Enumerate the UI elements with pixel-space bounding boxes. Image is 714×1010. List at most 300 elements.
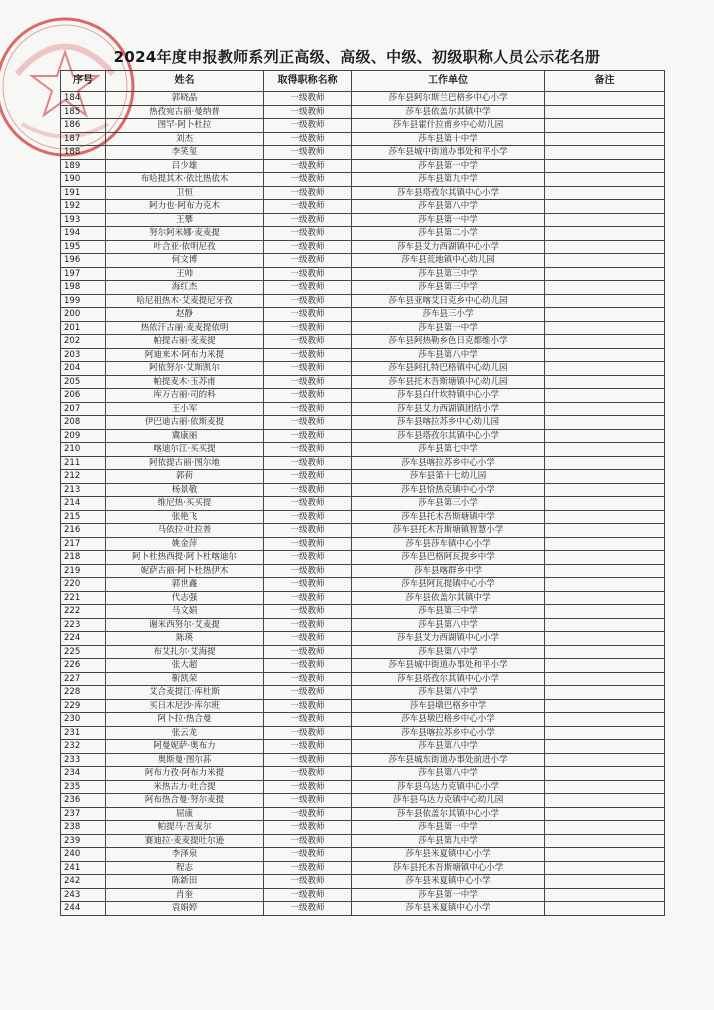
cell-unit: 莎车县托木吾斯塘镇智慧小学 [352,524,545,538]
header-note: 备注 [545,71,665,92]
cell-title: 一级教师 [264,200,352,214]
cell-name: 郭荷 [106,470,264,484]
cell-title: 一级教师 [264,672,352,686]
cell-note [545,267,665,281]
cell-title: 一级教师 [264,132,352,146]
cell-unit: 莎车县塔孜尔其镇中心小学 [352,429,545,443]
cell-note [545,173,665,187]
table-row [61,429,665,443]
table-row [61,92,665,106]
cell-name: 伊巴迪古丽·依斯麦提 [106,416,264,430]
cell-no: 189 [61,159,106,173]
cell-no: 209 [61,429,106,443]
cell-note [545,753,665,767]
cell-unit: 莎车县乌达力克镇中心幼儿园 [352,794,545,808]
table-row [61,767,665,781]
cell-unit: 莎车县巴格阿瓦提乡中学 [352,551,545,565]
table-row [61,389,665,403]
table-row [61,213,665,227]
cell-note [545,375,665,389]
cell-note [545,429,665,443]
cell-title: 一级教师 [264,402,352,416]
cell-no: 186 [61,119,106,133]
cell-title: 一级教师 [264,713,352,727]
cell-no: 223 [61,618,106,632]
cell-note [545,551,665,565]
cell-name: 阿布力孜·阿布力米提 [106,767,264,781]
cell-name: 马文娟 [106,605,264,619]
table-row [61,119,665,133]
cell-note [545,443,665,457]
cell-unit: 莎车县艾力西湖镇中心小学 [352,240,545,254]
header-no: 序号 [61,71,106,92]
cell-note [545,605,665,619]
cell-no: 187 [61,132,106,146]
cell-note [545,875,665,889]
cell-no: 208 [61,416,106,430]
table-row [61,726,665,740]
cell-name: 李笑玺 [106,146,264,160]
cell-name: 吕少雄 [106,159,264,173]
cell-unit: 莎车县第三中学 [352,605,545,619]
table-row [61,375,665,389]
cell-name: 程志 [106,861,264,875]
cell-no: 239 [61,834,106,848]
cell-unit: 莎车县第一中学 [352,321,545,335]
cell-no: 200 [61,308,106,322]
cell-name: 王帅 [106,267,264,281]
cell-note [545,456,665,470]
cell-title: 一级教师 [264,794,352,808]
cell-unit: 莎车县依盖尔其镇中学 [352,591,545,605]
cell-note [545,281,665,295]
cell-no: 244 [61,902,106,916]
table-row [61,200,665,214]
cell-note [545,254,665,268]
cell-no: 237 [61,807,106,821]
cell-title: 一级教师 [264,902,352,916]
cell-title: 一级教师 [264,537,352,551]
cell-no: 230 [61,713,106,727]
cell-title: 一级教师 [264,645,352,659]
cell-unit: 莎车县三小学 [352,308,545,322]
cell-no: 219 [61,564,106,578]
cell-no: 202 [61,335,106,349]
cell-unit: 莎车县艾力西湖镇团结小学 [352,402,545,416]
table-row [61,821,665,835]
table-row [61,659,665,673]
table-row [61,186,665,200]
cell-no: 238 [61,821,106,835]
cell-no: 203 [61,348,106,362]
cell-no: 215 [61,510,106,524]
table-row [61,321,665,335]
cell-unit: 莎车县城中街道办事处和平小学 [352,146,545,160]
table-header [61,71,665,92]
cell-unit: 莎车县第二小学 [352,227,545,241]
table-row [61,483,665,497]
cell-name: 屈康 [106,807,264,821]
cell-note [545,794,665,808]
cell-title: 一级教师 [264,483,352,497]
cell-unit: 莎车县霍什拉甫乡中心幼儿园 [352,119,545,133]
cell-title: 一级教师 [264,632,352,646]
table-row [61,740,665,754]
cell-note [545,227,665,241]
cell-note [545,159,665,173]
cell-name: 王小军 [106,402,264,416]
table-row [61,578,665,592]
cell-unit: 莎车县阿热勒乡色日克都维小学 [352,335,545,349]
cell-name: 杨景敬 [106,483,264,497]
table-row [61,902,665,916]
table-row [61,105,665,119]
cell-no: 240 [61,848,106,862]
table-row [61,632,665,646]
cell-unit: 莎车县第三中学 [352,267,545,281]
cell-title: 一级教师 [264,429,352,443]
cell-title: 一级教师 [264,159,352,173]
cell-no: 217 [61,537,106,551]
cell-title: 一级教师 [264,227,352,241]
cell-note [545,713,665,727]
cell-unit: 莎车县艾力西湖镇中心小学 [352,632,545,646]
cell-no: 221 [61,591,106,605]
cell-title: 一级教师 [264,240,352,254]
page-title: 2024年度申报教师系列正高级、高级、中级、初级职称人员公示花名册 [113,48,601,66]
cell-no: 193 [61,213,106,227]
cell-name: 阿依提古丽·图尔地 [106,456,264,470]
cell-unit: 莎车县托木吾斯塘镇中心幼儿园 [352,375,545,389]
cell-no: 222 [61,605,106,619]
cell-title: 一级教师 [264,578,352,592]
table-row [61,402,665,416]
cell-unit: 莎车县第十七幼儿园 [352,470,545,484]
cell-note [545,186,665,200]
table-row [61,564,665,578]
cell-unit: 莎车县阿尔斯兰巴格乡中心小学 [352,92,545,106]
cell-name: 米热古力·吐合提 [106,780,264,794]
cell-note [545,132,665,146]
cell-unit: 莎车县白什坎特镇中心小学 [352,389,545,403]
table-row [61,281,665,295]
cell-title: 一级教师 [264,686,352,700]
cell-title: 一级教师 [264,699,352,713]
cell-note [545,348,665,362]
cell-no: 188 [61,146,106,160]
table-row [61,618,665,632]
cell-unit: 莎车县城中街道办事处和平小学 [352,659,545,673]
table-row [61,456,665,470]
cell-unit: 莎车县亚喀艾日克乡中心幼儿园 [352,294,545,308]
cell-title: 一级教师 [264,294,352,308]
cell-name: 阿依努尔·艾斯凯尔 [106,362,264,376]
cell-unit: 莎车县塔孜尔其镇中心小学 [352,186,545,200]
cell-note [545,618,665,632]
cell-no: 216 [61,524,106,538]
cell-title: 一级教师 [264,726,352,740]
cell-unit: 莎车县米夏镇中心小学 [352,875,545,889]
cell-note [545,645,665,659]
cell-note [545,834,665,848]
cell-no: 194 [61,227,106,241]
cell-unit: 莎车县托木吾斯塘镇中心小学 [352,861,545,875]
table-row [61,537,665,551]
table-row [61,510,665,524]
cell-note [545,578,665,592]
cell-title: 一级教师 [264,591,352,605]
cell-title: 一级教师 [264,888,352,902]
cell-unit: 莎车县第八中学 [352,686,545,700]
cell-name: 赛迪拉·麦麦提吐尔逊 [106,834,264,848]
cell-note [545,699,665,713]
table-row [61,227,665,241]
cell-note [545,146,665,160]
cell-title: 一级教师 [264,321,352,335]
cell-unit: 莎车县墩巴格乡中学 [352,699,545,713]
cell-note [545,470,665,484]
table-row [61,875,665,889]
cell-note [545,389,665,403]
cell-note [545,807,665,821]
cell-name: 奥斯曼·图尔荪 [106,753,264,767]
cell-name: 维尼热·买买提 [106,497,264,511]
cell-title: 一级教师 [264,362,352,376]
cell-unit: 莎车县米夏镇中心小学 [352,848,545,862]
cell-no: 201 [61,321,106,335]
cell-title: 一级教师 [264,470,352,484]
cell-title: 一级教师 [264,348,352,362]
cell-note [545,335,665,349]
cell-note [545,848,665,862]
cell-no: 241 [61,861,106,875]
cell-unit: 莎车县依盖尔其镇中学 [352,105,545,119]
cell-no: 233 [61,753,106,767]
cell-name: 卫恒 [106,186,264,200]
cell-title: 一级教师 [264,267,352,281]
cell-note [545,686,665,700]
cell-no: 218 [61,551,106,565]
cell-name: 阿卜拉·热合曼 [106,713,264,727]
cell-note [545,767,665,781]
table-row [61,672,665,686]
cell-name: 阿曼妮萨·奥布力 [106,740,264,754]
table-row [61,254,665,268]
cell-title: 一级教师 [264,105,352,119]
cell-title: 一级教师 [264,186,352,200]
cell-no: 236 [61,794,106,808]
cell-name: 阿布热合曼·努尔麦提 [106,794,264,808]
cell-title: 一级教师 [264,821,352,835]
cell-note [545,294,665,308]
cell-name: 帕提古丽·麦麦提 [106,335,264,349]
cell-name: 叶合亚·依明尼孜 [106,240,264,254]
cell-name: 哈尼祖热木·艾麦提尼牙孜 [106,294,264,308]
cell-unit: 莎车县第一中学 [352,213,545,227]
cell-title: 一级教师 [264,173,352,187]
table-row [61,362,665,376]
cell-no: 243 [61,888,106,902]
cell-note [545,888,665,902]
cell-title: 一级教师 [264,92,352,106]
cell-note [545,524,665,538]
table-row [61,605,665,619]
cell-no: 242 [61,875,106,889]
table-row [61,470,665,484]
cell-note [545,497,665,511]
roster-table [60,70,665,916]
cell-no: 199 [61,294,106,308]
cell-note [545,564,665,578]
cell-unit: 莎车县第八中学 [352,200,545,214]
cell-no: 212 [61,470,106,484]
table-row [61,645,665,659]
cell-title: 一级教师 [264,875,352,889]
cell-note [545,780,665,794]
cell-note [545,416,665,430]
cell-no: 213 [61,483,106,497]
table-row [61,888,665,902]
cell-unit: 莎车县喀拉苏乡中心小学 [352,456,545,470]
cell-no: 185 [61,105,106,119]
cell-unit: 莎车县依盖尔其镇中心小学 [352,807,545,821]
cell-no: 228 [61,686,106,700]
table-row [61,551,665,565]
cell-title: 一级教师 [264,335,352,349]
cell-title: 一级教师 [264,213,352,227]
cell-unit: 莎车县阿扎特巴格镇中心幼儿园 [352,362,545,376]
cell-no: 192 [61,200,106,214]
cell-name: 马依拉·吐拉普 [106,524,264,538]
cell-name: 阿迪来木·阿布力米提 [106,348,264,362]
cell-unit: 莎车县第一中学 [352,159,545,173]
table-row [61,780,665,794]
cell-unit: 莎车县墩巴格乡中心小学 [352,713,545,727]
cell-no: 234 [61,767,106,781]
cell-name: 布哈提其木·依比热依木 [106,173,264,187]
cell-name: 靳凯荣 [106,672,264,686]
cell-name: 刘杰 [106,132,264,146]
table-row [61,294,665,308]
cell-note [545,119,665,133]
cell-no: 227 [61,672,106,686]
table-row [61,497,665,511]
cell-title: 一级教师 [264,767,352,781]
cell-note [545,105,665,119]
cell-no: 210 [61,443,106,457]
cell-no: 206 [61,389,106,403]
cell-name: 袁娟婷 [106,902,264,916]
cell-note [545,672,665,686]
cell-note [545,321,665,335]
cell-name: 海红杰 [106,281,264,295]
cell-no: 232 [61,740,106,754]
cell-unit: 莎车县第一中学 [352,821,545,835]
cell-unit: 莎车县恰热克镇中心小学 [352,483,545,497]
cell-no: 191 [61,186,106,200]
cell-note [545,510,665,524]
cell-unit: 莎车县第七中学 [352,443,545,457]
table-row [61,591,665,605]
table-row [61,713,665,727]
cell-unit: 莎车县第八中学 [352,645,545,659]
cell-no: 184 [61,92,106,106]
cell-unit: 莎车县第八中学 [352,767,545,781]
cell-unit: 莎车县第一中学 [352,888,545,902]
cell-no: 226 [61,659,106,673]
table-row [61,267,665,281]
cell-note [545,240,665,254]
cell-name: 谢米西努尔·艾麦提 [106,618,264,632]
cell-name: 何文博 [106,254,264,268]
cell-note [545,902,665,916]
cell-name: 张大超 [106,659,264,673]
cell-name: 买日木尼沙·库尔班 [106,699,264,713]
cell-unit: 莎车县第三小学 [352,497,545,511]
cell-name: 艾合麦提江·库杜斯 [106,686,264,700]
cell-unit: 莎车县城东街道办事处前进小学 [352,753,545,767]
cell-name: 库万吉丽·司的科 [106,389,264,403]
table-row [61,146,665,160]
cell-name: 陈新田 [106,875,264,889]
cell-title: 一级教师 [264,308,352,322]
cell-unit: 莎车县托木吾斯塘镇中学 [352,510,545,524]
cell-note [545,537,665,551]
table-row [61,794,665,808]
cell-name: 布艾扎尔·艾海提 [106,645,264,659]
cell-title: 一级教师 [264,834,352,848]
cell-no: 211 [61,456,106,470]
table-row [61,807,665,821]
cell-no: 205 [61,375,106,389]
cell-note [545,92,665,106]
cell-name: 张云龙 [106,726,264,740]
cell-unit: 莎车县喀群乡中学 [352,564,545,578]
cell-title: 一级教师 [264,848,352,862]
table-row [61,443,665,457]
cell-name: 阿卜杜热西提·阿卜杜喀迪尔 [106,551,264,565]
cell-title: 一级教师 [264,551,352,565]
cell-note [545,308,665,322]
cell-note [545,821,665,835]
cell-unit: 莎车县第八中学 [352,740,545,754]
header-title: 取得职称名称 [264,71,352,92]
table-row [61,848,665,862]
table-row [61,834,665,848]
cell-name: 代志强 [106,591,264,605]
cell-title: 一级教师 [264,497,352,511]
cell-name: 肖奎 [106,888,264,902]
cell-no: 204 [61,362,106,376]
cell-title: 一级教师 [264,861,352,875]
cell-unit: 莎车县阿瓦提镇中心小学 [352,578,545,592]
cell-title: 一级教师 [264,740,352,754]
cell-title: 一级教师 [264,564,352,578]
cell-no: 224 [61,632,106,646]
cell-unit: 莎车县塔孜尔其镇中心小学 [352,672,545,686]
cell-unit: 莎车县喀拉苏乡中心幼儿园 [352,416,545,430]
cell-name: 热孜宛古丽·曼纳普 [106,105,264,119]
cell-name: 姚金萍 [106,537,264,551]
cell-note [545,726,665,740]
cell-name: 图罕·阿卜杜拉 [106,119,264,133]
cell-unit: 莎车县喀拉苏乡中心小学 [352,726,545,740]
cell-no: 231 [61,726,106,740]
cell-no: 198 [61,281,106,295]
cell-unit: 莎车县第八中学 [352,348,545,362]
cell-no: 220 [61,578,106,592]
header-name: 姓名 [106,71,264,92]
